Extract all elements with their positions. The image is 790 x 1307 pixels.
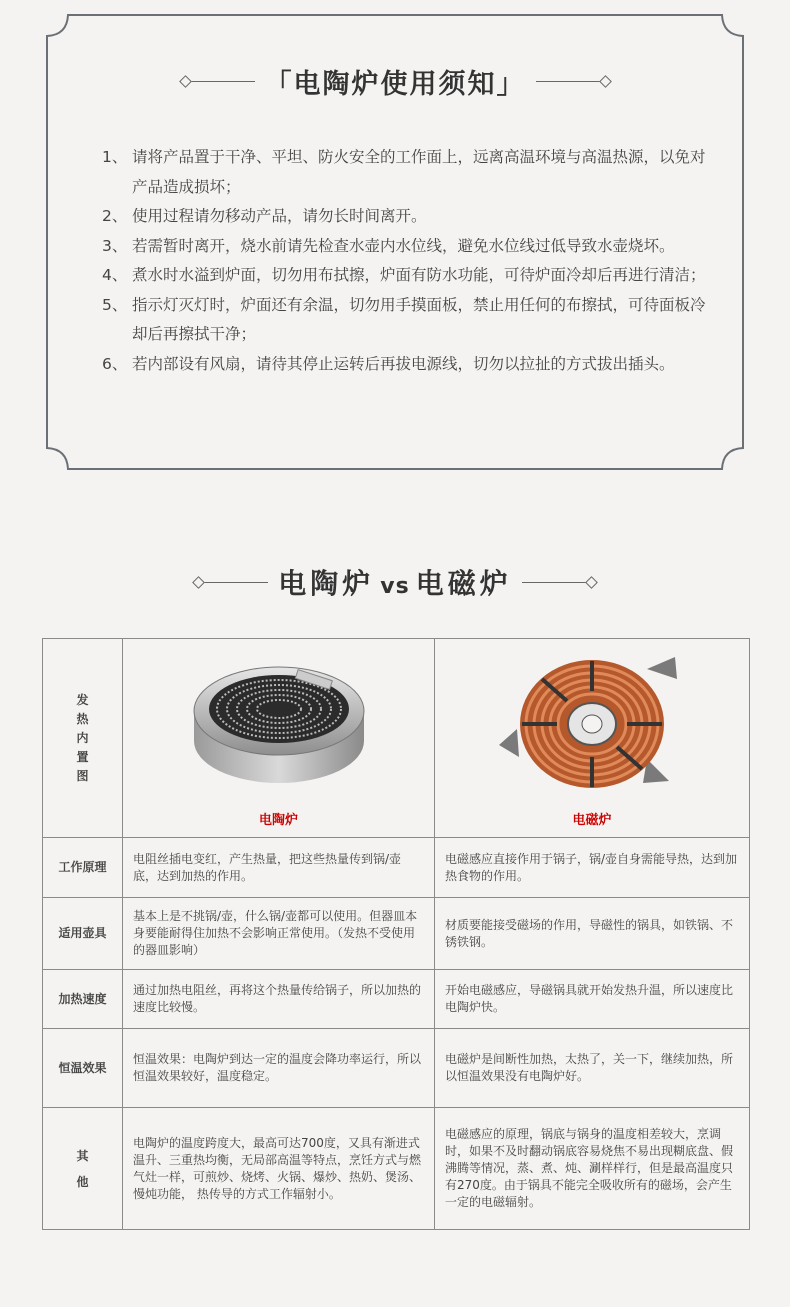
induction-cell: 材质要能接受磁场的作用，导磁性的锅具，如铁锅、不锈铁钢。 bbox=[435, 898, 750, 970]
table-row bbox=[43, 970, 750, 1029]
induction-stove-cell bbox=[435, 639, 750, 838]
induction-cell: 开始电磁感应，导磁锅具就开始发热升温，所以速度比电陶炉快。 bbox=[435, 970, 750, 1029]
row-label: 适用壶具 bbox=[43, 898, 123, 970]
table-row-images bbox=[43, 639, 750, 838]
induction-cell: 电磁炉是间断性加热，太热了，关一下，继续加热，所以恒温效果没有电陶炉好。 bbox=[435, 1029, 750, 1108]
induction-coil-image bbox=[497, 649, 687, 799]
row-label: 恒温效果 bbox=[43, 1029, 123, 1108]
ceramic-stove-cell bbox=[123, 639, 435, 838]
notice-item: 3、 若需暂时离开，烧水前请先检查水壶内水位线，避免水位线过低导致水壶烧坏。 bbox=[102, 236, 675, 255]
table-row bbox=[43, 1029, 750, 1108]
heading-ornament-right bbox=[536, 77, 610, 86]
induction-stove-caption: 电磁炉 bbox=[572, 813, 612, 828]
ceramic-cell: 通过加热电阻丝，再将这个热量传给锅子，所以加热的速度比较慢。 bbox=[123, 970, 435, 1029]
notice-item: 4、 煮水时水溢到炉面，切勿用布拭擦，炉面有防水功能，可待炉面冷却后再进行清洁； bbox=[102, 266, 706, 284]
heading-ornament-left bbox=[194, 578, 268, 587]
ceramic-cell: 基本上是不挑锅/壶，什么锅/壶都可以使用。但器皿本身要能耐得住加热不会影响正常使用。（发热不受使用的器皿影响） bbox=[123, 898, 435, 970]
row-label: 加热速度 bbox=[43, 970, 123, 1029]
notice-list bbox=[102, 143, 712, 379]
notice-item: 6、 若内部设有风扇，请待其停止运转后再拔电源线，切勿以拉扯的方式拔出插头。 bbox=[102, 354, 675, 373]
row-label: 工作原理 bbox=[43, 838, 123, 898]
notice-item: 1、 请将产品置于干净、平坦、防火安全的工作面上，远离高温环境与高温热源，以免对产品造成损坏； bbox=[102, 148, 706, 196]
ceramic-stove-caption: 电陶炉 bbox=[258, 813, 298, 828]
table-row bbox=[43, 898, 750, 970]
table-row bbox=[43, 838, 750, 898]
ceramic-cell: 电阻丝插电变红，产生热量，把这些热量传到锅/壶底，达到加热的作用。 bbox=[123, 838, 435, 898]
heading-ornament-right bbox=[522, 578, 596, 587]
comparison-table bbox=[42, 638, 750, 1230]
notice-item: 2、 使用过程请勿移动产品，请勿长时间离开。 bbox=[102, 207, 427, 225]
ceramic-cell: 电陶炉的温度跨度大，最高可达700度，又具有渐进式温升、三重热均衡，无局部高温等特点，烹饪方式与燃气灶一样，可煎炒、烧烤、火锅、爆炒、热奶、煲汤、 慢炖功能， 热传导的方式工作辐射小。 bbox=[123, 1108, 435, 1230]
ceramic-cell: 恒温效果：电陶炉到达一定的温度会降功率运行，所以恒温效果较好，温度稳定。 bbox=[123, 1029, 435, 1108]
ceramic-heater-image bbox=[184, 649, 374, 789]
row-label: 其他 bbox=[43, 1108, 123, 1230]
notice-heading bbox=[0, 62, 790, 101]
row-label-heating-image: 发热内置图 bbox=[43, 639, 123, 838]
table-row bbox=[43, 1108, 750, 1230]
compare-title: 电陶炉 vs 电磁炉 bbox=[278, 567, 512, 600]
notice-title: 「电陶炉使用须知」 bbox=[264, 69, 526, 100]
compare-heading bbox=[0, 562, 790, 602]
induction-cell: 电磁感应的原理，锅底与锅身的温度相差较大，烹调时，如果不及时翻动锅底容易烧焦不易出现糊底盘、假沸腾等情况，蒸、煮、炖、涮样样行，但是最高温度只有270度。由于锅具不能完全吸收所有的磁场，会产生一定的电磁辐射。 bbox=[435, 1108, 750, 1230]
heading-ornament-left bbox=[181, 77, 255, 86]
induction-cell: 电磁感应直接作用于锅子，锅/壶自身需能导热，达到加热食物的作用。 bbox=[435, 838, 750, 898]
notice-item: 5、 指示灯灭灯时，炉面还有余温，切勿用手摸面板，禁止用任何的布擦拭，可待面板冷却后再擦拭干净； bbox=[102, 295, 706, 343]
